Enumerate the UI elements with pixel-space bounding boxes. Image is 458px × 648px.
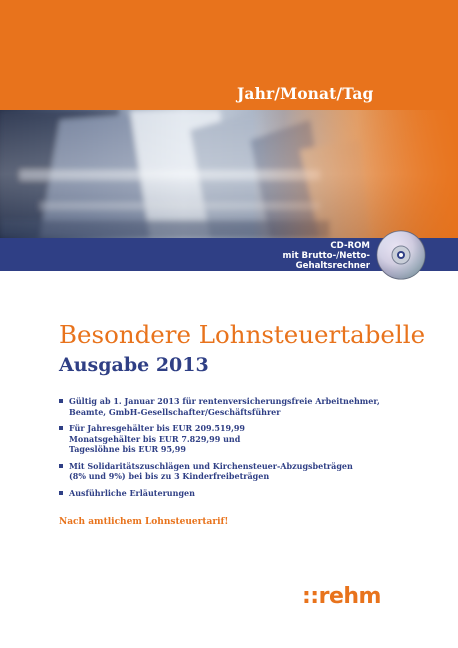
feature-text: (8% und 9%) bei bis zu 3 Kinderfreibeträgen	[69, 471, 270, 481]
edition-subtitle: Ausgabe 2013	[59, 354, 209, 376]
feature-item	[59, 396, 419, 417]
cd-label-line: CD-ROM	[330, 241, 370, 251]
feature-text: Ausführliche Erläuterungen	[69, 487, 195, 498]
tariff-note: Nach amtlichem Lohnsteuertarif!	[59, 517, 229, 527]
feature-text: Gültig ab 1. Januar 2013 für rentenversicherungsfreie Arbeitnehmer,	[69, 396, 380, 406]
feature-text: Monatsgehälter bis EUR 7.829,99 und	[69, 433, 241, 444]
series-title: Jahr/Monat/Tag	[237, 84, 374, 103]
top-orange-band	[0, 0, 458, 110]
cd-disc-icon	[375, 229, 427, 281]
square-bullet-icon	[59, 464, 63, 468]
square-bullet-icon	[59, 426, 63, 430]
cd-label-line: mit Brutto-/Netto-	[282, 251, 370, 261]
feature-text: Für Jahresgehälter bis EUR 209.519,99	[69, 423, 245, 433]
feature-text: Beamte, GmbH-Gesellschafter/Geschäftsführer	[69, 406, 281, 417]
square-bullet-icon	[59, 491, 63, 495]
feature-list	[59, 396, 419, 504]
square-bullet-icon	[59, 399, 63, 403]
feature-item	[59, 461, 419, 482]
feature-item	[59, 423, 419, 455]
cd-label-line: Gehaltsrechner	[295, 261, 370, 271]
cd-rom-label	[283, 241, 370, 271]
feature-item	[59, 488, 419, 499]
blurred-building-photo	[0, 110, 458, 238]
feature-text: Mit Solidaritätszuschlägen und Kirchensteuer-Abzugsbeträgen	[69, 460, 353, 471]
feature-text: Tageslöhne bis EUR 95,99	[69, 444, 186, 454]
publisher-logo: ::rehm	[302, 584, 381, 609]
photo-band	[0, 110, 458, 238]
book-title: Besondere Lohnsteuertabelle	[59, 320, 426, 349]
